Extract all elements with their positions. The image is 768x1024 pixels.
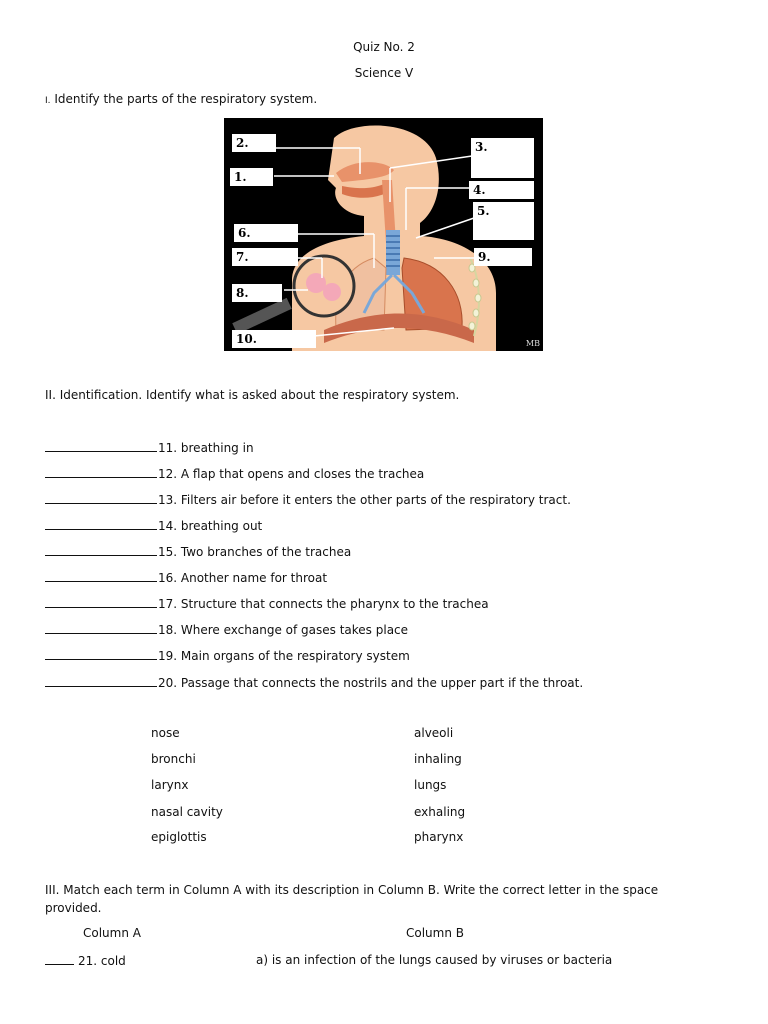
item-text: 12. A flap that opens and closes the trachea <box>158 467 425 481</box>
part2-instruction: II. Identification. Identify what is asked about the respiratory system. <box>45 388 460 402</box>
item-text: 17. Structure that connects the pharynx to the trachea <box>158 597 489 611</box>
identification-item <box>45 518 262 533</box>
diagram-label-9: 9. <box>474 248 532 266</box>
part3-instruction-line1: III. Match each term in Column A with its description in Column B. Write the correct letter in the space <box>45 883 659 897</box>
word-bank-choice: inhaling <box>414 752 462 766</box>
answer-blank[interactable] <box>45 570 157 582</box>
identification-item <box>45 466 424 481</box>
answer-blank[interactable] <box>45 492 157 504</box>
word-bank-choice: larynx <box>151 778 189 792</box>
word-bank-choice: nasal cavity <box>151 805 223 819</box>
identification-item <box>45 648 410 663</box>
answer-blank[interactable] <box>45 544 157 556</box>
respiratory-system-diagram <box>224 118 543 351</box>
diagram-label-1: 1. <box>230 168 273 186</box>
part3-instruction-line2: provided. <box>45 901 102 915</box>
item-text: 18. Where exchange of gases takes place <box>158 623 409 637</box>
diagram-label-6: 6. <box>234 224 298 242</box>
word-bank-choice: bronchi <box>151 752 196 766</box>
answer-blank[interactable] <box>45 953 74 965</box>
word-bank-choice: alveoli <box>414 726 454 740</box>
answer-blank[interactable] <box>45 466 157 478</box>
quiz-subject: Science V <box>354 66 414 80</box>
answer-blank[interactable] <box>45 596 157 608</box>
answer-blank[interactable] <box>45 622 157 634</box>
column-a-heading: Column A <box>83 926 141 940</box>
word-bank-choice: lungs <box>414 778 447 792</box>
diagram-label-4: 4. <box>469 181 534 199</box>
answer-blank[interactable] <box>45 440 157 452</box>
identification-item <box>45 596 489 611</box>
diagram-label-5: 5. <box>473 202 534 240</box>
diagram-label-2: 2. <box>232 134 276 152</box>
item-text: 19. Main organs of the respiratory system <box>158 649 410 663</box>
item-text: 14. breathing out <box>158 519 263 533</box>
word-bank-choice: epiglottis <box>151 830 207 844</box>
quiz-title: Quiz No. 2 <box>353 40 415 54</box>
word-bank-choice: nose <box>151 726 180 740</box>
word-bank-choice: exhaling <box>414 805 466 819</box>
diagram-label-10: 10. <box>232 330 316 348</box>
part1-instruction <box>45 92 317 106</box>
identification-item <box>45 675 583 690</box>
matching-term: 21. cold <box>78 954 126 968</box>
diagram-label-3: 3. <box>471 138 534 178</box>
item-text: 13. Filters air before it enters the other parts of the respiratory tract. <box>158 493 571 507</box>
answer-blank[interactable] <box>45 518 157 530</box>
answer-blank[interactable] <box>45 675 157 687</box>
item-text: 15. Two branches of the trachea <box>158 545 352 559</box>
item-text: 16. Another name for throat <box>158 571 328 585</box>
identification-item <box>45 492 571 507</box>
part1-instruction-text: Identify the parts of the respiratory system. <box>54 92 318 106</box>
part1-roman: I. <box>45 96 51 106</box>
item-text: 11. breathing in <box>158 441 254 455</box>
identification-item <box>45 440 254 455</box>
matching-item <box>45 953 126 968</box>
identification-item <box>45 544 351 559</box>
column-b-heading: Column B <box>406 926 465 940</box>
word-bank-choice: pharynx <box>414 830 464 844</box>
answer-blank[interactable] <box>45 648 157 660</box>
matching-description: a) is an infection of the lungs caused by viruses or bacteria <box>256 953 613 967</box>
item-text: 20. Passage that connects the nostrils and the upper part if the throat. <box>158 676 584 690</box>
diagram-watermark: MB <box>525 339 540 348</box>
diagram-label-7: 7. <box>232 248 298 266</box>
diagram-label-8: 8. <box>232 284 282 302</box>
identification-item <box>45 570 327 585</box>
identification-item <box>45 622 408 637</box>
